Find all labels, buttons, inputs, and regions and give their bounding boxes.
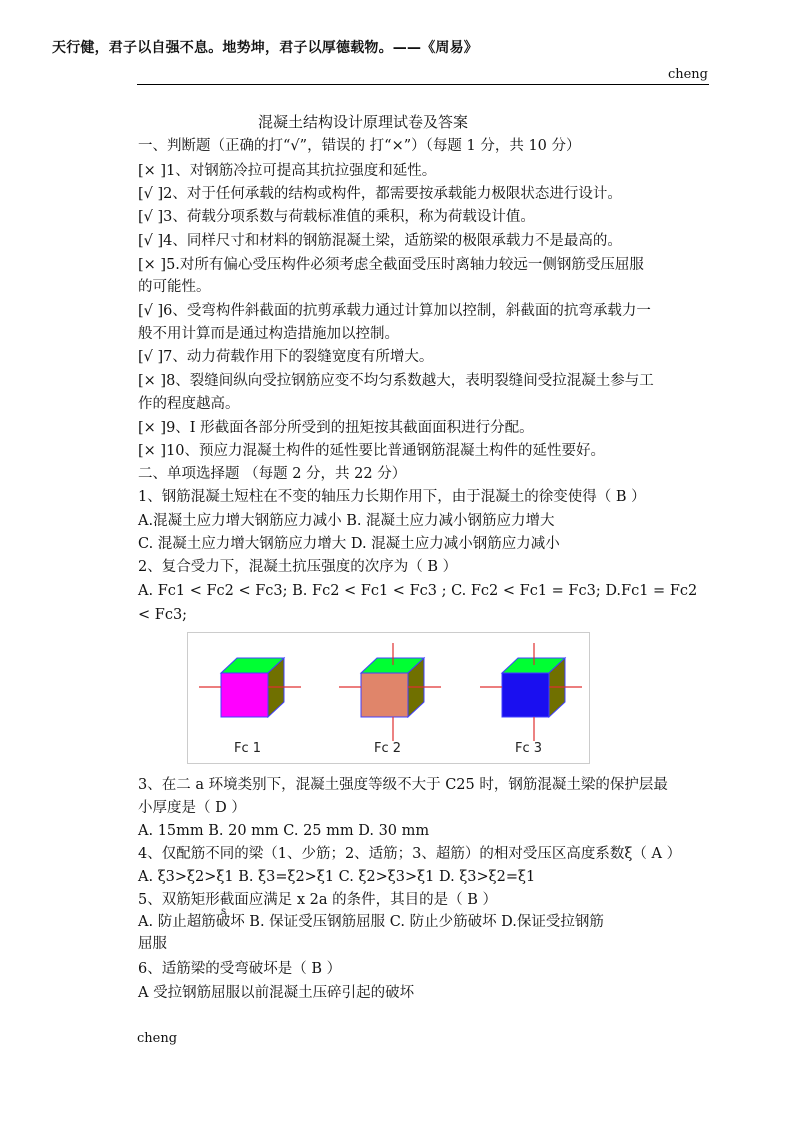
text-line: [× ]1、对钢筋冷拉可提高其抗拉强度和延性。	[138, 163, 437, 179]
text-line: A. Fc1 < Fc2 < Fc3; B. Fc2 < Fc1 < Fc3 ; C. Fc2 < Fc1 = Fc3; D.Fc1 = Fc2	[138, 583, 698, 599]
cube-front-face	[361, 673, 408, 717]
text-line: 的可能性。	[138, 279, 211, 295]
figure-label: Fc 1	[234, 741, 262, 756]
text-line: [√ ]4、同样尺寸和材料的钢筋混凝土梁，适筋梁的极限承载力不是最高的。	[138, 233, 622, 249]
figure-label: Fc 2	[374, 741, 402, 756]
text-line: [× ]5.对所有偏心受压构件必须考虑全截面受压时离轴力较远一侧钢筋受压屈服	[138, 257, 644, 273]
stress-cube-figure	[187, 632, 590, 764]
text-line: 5、双筋矩形截面应满足 x 2a 的条件，其目的是（ B ）	[138, 892, 497, 908]
text-line: 6、适筋梁的受弯破坏是（ B ）	[138, 961, 342, 977]
footer-name: cheng	[137, 1031, 178, 1046]
text-line: 小厚度是（ D ）	[138, 800, 246, 816]
text-line: [× ]9、I 形截面各部分所受到的扭矩按其截面面积进行分配。	[138, 420, 534, 436]
document-title: 混凝土结构设计原理试卷及答案	[258, 113, 469, 131]
text-line: < Fc3;	[138, 607, 188, 623]
text-line: [√ ]3、荷载分项系数与荷载标准值的乘积，称为荷载设计值。	[138, 209, 535, 225]
text-line: 1、钢筋混凝土短柱在不变的轴压力长期作用下，由于混凝土的徐变使得（ B ）	[138, 489, 646, 505]
text-line: A 受拉钢筋屈服以前混凝土压碎引起的破坏	[138, 985, 415, 1001]
text-line: [× ]10、预应力混凝土构件的延性要比普通钢筋混凝土构件的延性要好。	[138, 443, 606, 459]
text-line: A. 防止超筋破坏 B. 保证受压钢筋屈服 C. 防止少筋破坏 D.保证受拉钢筋	[138, 914, 604, 930]
text-line: C. 混凝土应力增大钢筋应力增大 D. 混凝土应力减小钢筋应力减小	[138, 536, 560, 552]
text-line: 2、复合受力下，混凝土抗压强度的次序为（ B ）	[138, 559, 458, 575]
cube-front-face	[221, 673, 268, 717]
text-line: 作的程度越高。	[138, 396, 240, 412]
text-line: 一、判断题（正确的打“√”，错误的 打“×”）（每题 1 分，共 10 分）	[138, 138, 581, 154]
header-rule	[137, 84, 709, 85]
text-line: A.混凝土应力增大钢筋应力减小 B. 混凝土应力减小钢筋应力增大	[138, 513, 555, 529]
text-line: A. ξ3>ξ2>ξ1 B. ξ3=ξ2>ξ1 C. ξ2>ξ3>ξ1 D. ξ3>ξ2=ξ1	[138, 869, 536, 885]
text-line: 4、仅配筋不同的梁（1、少筋；2、适筋；3、超筋）的相对受压区高度系数ξ（ A ）	[138, 846, 682, 862]
text-line: A. 15mm B. 20 mm C. 25 mm D. 30 mm	[138, 823, 430, 839]
figure-label: Fc 3	[515, 741, 543, 756]
text-line: 二、单项选择题 （每题 2 分，共 22 分）	[138, 466, 407, 482]
subscript-s: s	[221, 906, 227, 917]
text-line: [√ ]6、受弯构件斜截面的抗剪承载力通过计算加以控制，斜截面的抗弯承载力一	[138, 303, 651, 319]
header-name: cheng	[667, 67, 708, 82]
cube-front-face	[502, 673, 549, 717]
text-line: [√ ]7、动力荷载作用下的裂缝宽度有所增大。	[138, 349, 434, 365]
text-line: 般不用计算而是通过构造措施加以控制。	[138, 326, 399, 342]
text-line: 屈服	[138, 936, 167, 952]
cube-diagram	[188, 633, 589, 763]
text-line: 3、在二 a 环境类别下，混凝土强度等级不大于 C25 时，钢筋混凝土梁的保护层最	[138, 777, 668, 793]
motto-header: 天行健，君子以自强不息。地势坤，君子以厚德载物。——《周易》	[52, 40, 478, 56]
text-line: [√ ]2、对于任何承载的结构或构件，都需要按承载能力极限状态进行设计。	[138, 186, 622, 202]
text-line: [× ]8、裂缝间纵向受拉钢筋应变不均匀系数越大，表明裂缝间受拉混凝土参与工	[138, 373, 654, 389]
